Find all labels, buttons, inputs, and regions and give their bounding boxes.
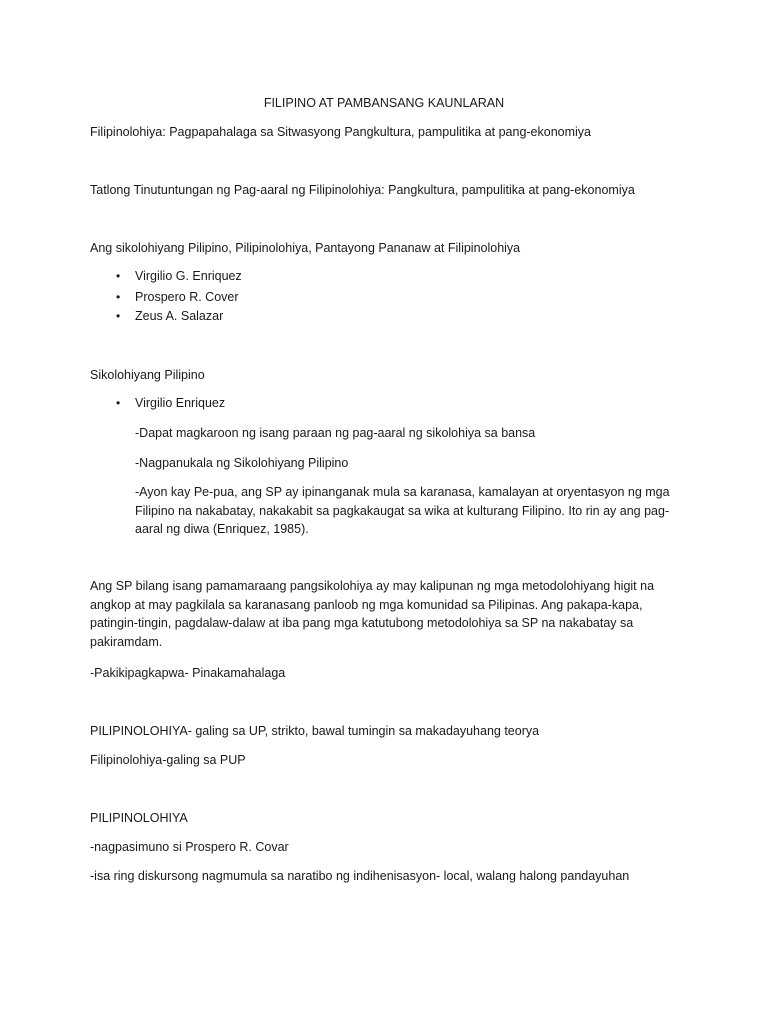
section-heading-pilipinolohiya: PILIPINOLOHIYA [90, 811, 188, 825]
list-item: Virgilio Enriquez [135, 396, 226, 410]
bullet-icon: • [116, 269, 121, 283]
bullet-icon: • [116, 396, 121, 410]
pilipinolohiya-note: -isa ring diskursong nagmumula sa naratibo ng indihenisasyon- local, walang halong pandayuhan [90, 869, 630, 883]
list-item: Zeus A. Salazar [135, 309, 224, 323]
document-title: FILIPINO AT PAMBANSANG KAUNLARAN [263, 96, 505, 110]
sp-paragraph: Ang SP bilang isang pamamaraang pangsikolohiya ay may kalipunan ng mga metodolohiyang higit na angkop at may pagkilala sa karanasang panloob ng mga komunidad sa Pilipinas. Ang pakapa-kapa, patingin-tingin, pagdalaw-dalaw at iba pang mga katutubong metodolohiya sa SP na nakabatay sa pakiramdam. [90, 579, 655, 649]
sp-note-paragraph: -Ayon kay Pe-pua, ang SP ay ipinanganak mula sa karanasa, kamalayan at oryentasyon ng mga Filipino na nakabatay, nakakabit sa pagkakaugat sa wika at kulturang Filipino. Ito rin ay ang pag-aaral ng diwa (Enriquez, 1985). [135, 485, 670, 536]
list-item: Virgilio G. Enriquez [135, 269, 242, 283]
filipinolohiya-definition: Filipinolohiya: Pagpapahalaga sa Sitwasyong Pangkultura, pampulitika at pang-ekonomiya [90, 125, 592, 139]
sp-note: -Nagpanukala ng Sikolohiyang Pilipino [135, 456, 349, 470]
list-item: Prospero R. Cover [135, 290, 239, 304]
pakikipagkapwa-note: -Pakikipagkapwa- Pinakamahalaga [90, 666, 286, 680]
pilipinolohiya-note: -nagpasimuno si Prospero R. Covar [90, 840, 289, 854]
pilipinolohiya-up: PILIPINOLOHIYA- galing sa UP, strikto, bawal tumingin sa makadayuhang teorya [90, 724, 540, 738]
bullet-icon: • [116, 290, 121, 304]
tatlong-tinutuntungan: Tatlong Tinutuntungan ng Pag-aaral ng Filipinolohiya: Pangkultura, pampulitika at pang-ekonomiya [90, 183, 635, 197]
bullet-icon: • [116, 309, 121, 323]
sikolohiya-overview: Ang sikolohiyang Pilipino, Pilipinolohiya, Pantayong Pananaw at Filipinolohiya [90, 241, 521, 255]
filipinolohiya-pup: Filipinolohiya-galing sa PUP [90, 753, 246, 767]
sp-note: -Dapat magkaroon ng isang paraan ng pag-aaral ng sikolohiya sa bansa [135, 426, 536, 440]
section-heading-sp: Sikolohiyang Pilipino [90, 368, 205, 382]
